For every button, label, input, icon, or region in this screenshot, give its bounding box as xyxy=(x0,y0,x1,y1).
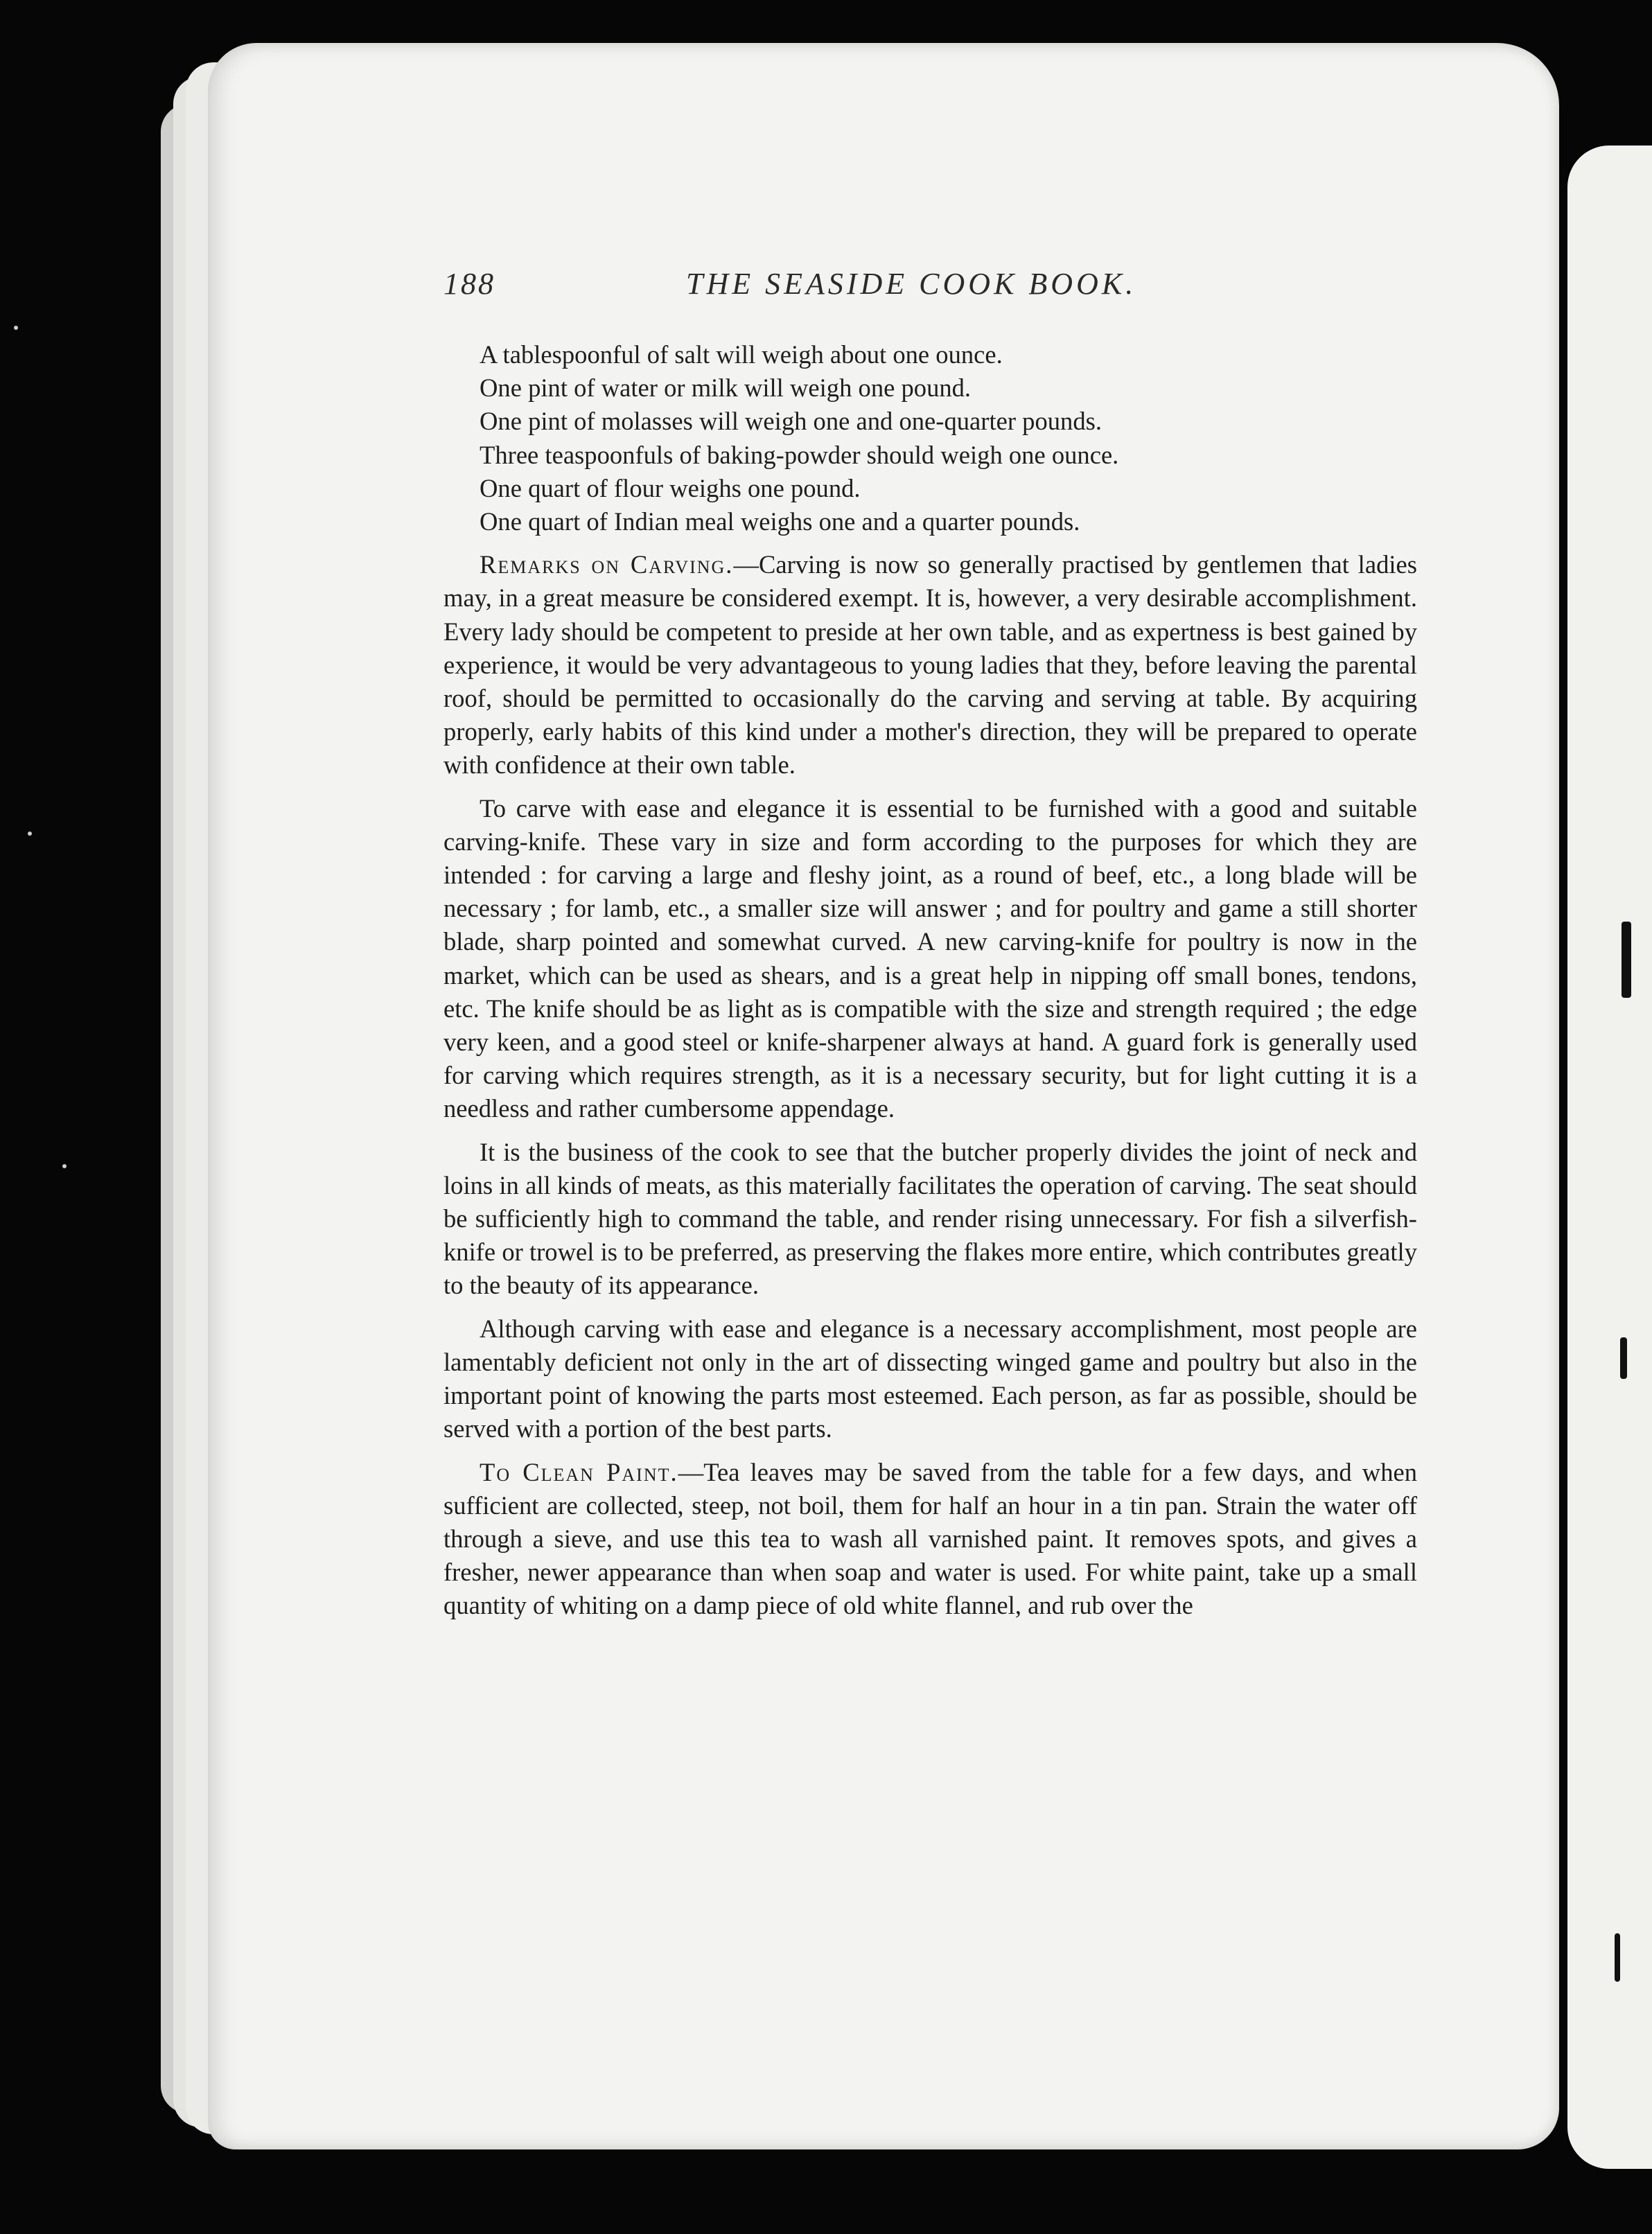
weight-line: One quart of Indian meal weighs one and a quarter pounds. xyxy=(480,507,1080,536)
paragraph: Although carving with ease and elegance is a necessary accomplishment, most people are lamentably deficient not only in the art of dissecting winged game and poultry but also in the important point of knowing the parts most esteemed. Each person, as far as possible, should be served with a portion of the best parts. xyxy=(443,1314,1417,1443)
speck xyxy=(14,326,18,330)
carving-heading: Remarks on Carving. xyxy=(480,550,734,579)
carving-intro-paragraph xyxy=(443,548,1417,782)
clean-paint-heading: To Clean Paint. xyxy=(480,1457,678,1486)
weight-line: A tablespoonful of salt will weigh about one ounce. xyxy=(480,340,1003,369)
weight-line: One pint of molasses will weigh one and one-quarter pounds. xyxy=(480,407,1102,436)
running-title: THE SEASIDE COOK BOOK. xyxy=(686,267,1137,301)
adjacent-page xyxy=(1567,146,1652,2169)
clean-paint-paragraph xyxy=(443,1456,1417,1623)
running-header xyxy=(443,266,1407,308)
page-body xyxy=(443,338,1417,1623)
carving-intro-text: —Carving is now so generally practised by gentlemen that ladies may, in a great measure be considered exempt. It is, however, a very desirable accomplishment. Every lady should be competent to preside at her own table, and as expertness is best gained by experience, it would be very advantageous to young ladies that they, before leaving the parental roof, should be permitted to occasionally do the carving and serving at table. By acquiring properly, early habits of this kind under a mother's direction, they will be prepared to operate with confidence at their own table. xyxy=(443,550,1417,780)
paragraph: It is the business of the cook to see that the butcher properly divides the joint of neck and loins in all kinds of meats, as this materially facilitates the operation of carving. The seat should be sufficiently high to command the table, and render rising unnecessary. For fish a silverfish-knife or trowel is to be preferred, as preserving the flakes more entire, which contributes greatly to the beauty of its appearance. xyxy=(443,1137,1417,1300)
paragraph: To carve with ease and elegance it is essential to be furnished with a good and suitable carving-knife. These vary in size and form according to the purposes for which they are intended : for carving a large and fleshy joint, as a round of beef, etc., a long blade will be necessary ; for lamb, etc., a smaller size will answer ; and for poultry and game a still shorter blade, sharp pointed and somewhat curved. A new carving-knife for poultry is now in the market, which can be used as shears, and is a great help in nipping off small bones, tendons, etc. The knife should be as light as is compatible with the size and strength required ; the edge very keen, and a good steel or knife-sharpener always at hand. A guard fork is generally used for carving which requires strength, as it is a necessary security, but for light cutting it is a needless and rather cumbersome appendage. xyxy=(443,793,1417,1123)
clean-paint-text: —Tea leaves may be saved from the table for a few days, and when sufficient are collected, steep, not boil, them for half an hour in a tin pan. Strain the water off through a sieve, and use this tea to wash all varnished paint. It removes spots, and gives a fresher, newer appearance than when soap and water is used. For white paint, take up a small quantity of whiting on a damp piece of old white flannel, and rub over the xyxy=(443,1457,1418,1620)
weight-line: Three teaspoonfuls of baking-powder should weigh one ounce. xyxy=(480,440,1119,469)
ink-mark xyxy=(1620,1337,1627,1379)
weight-line: One quart of flour weighs one pound. xyxy=(480,473,861,502)
page-number: 188 xyxy=(443,267,495,301)
speck xyxy=(62,1164,67,1168)
ink-mark xyxy=(1622,922,1631,998)
weight-line: One pint of water or milk will weigh one pound. xyxy=(480,373,972,403)
speck xyxy=(28,832,32,836)
ink-mark xyxy=(1615,1933,1620,1982)
